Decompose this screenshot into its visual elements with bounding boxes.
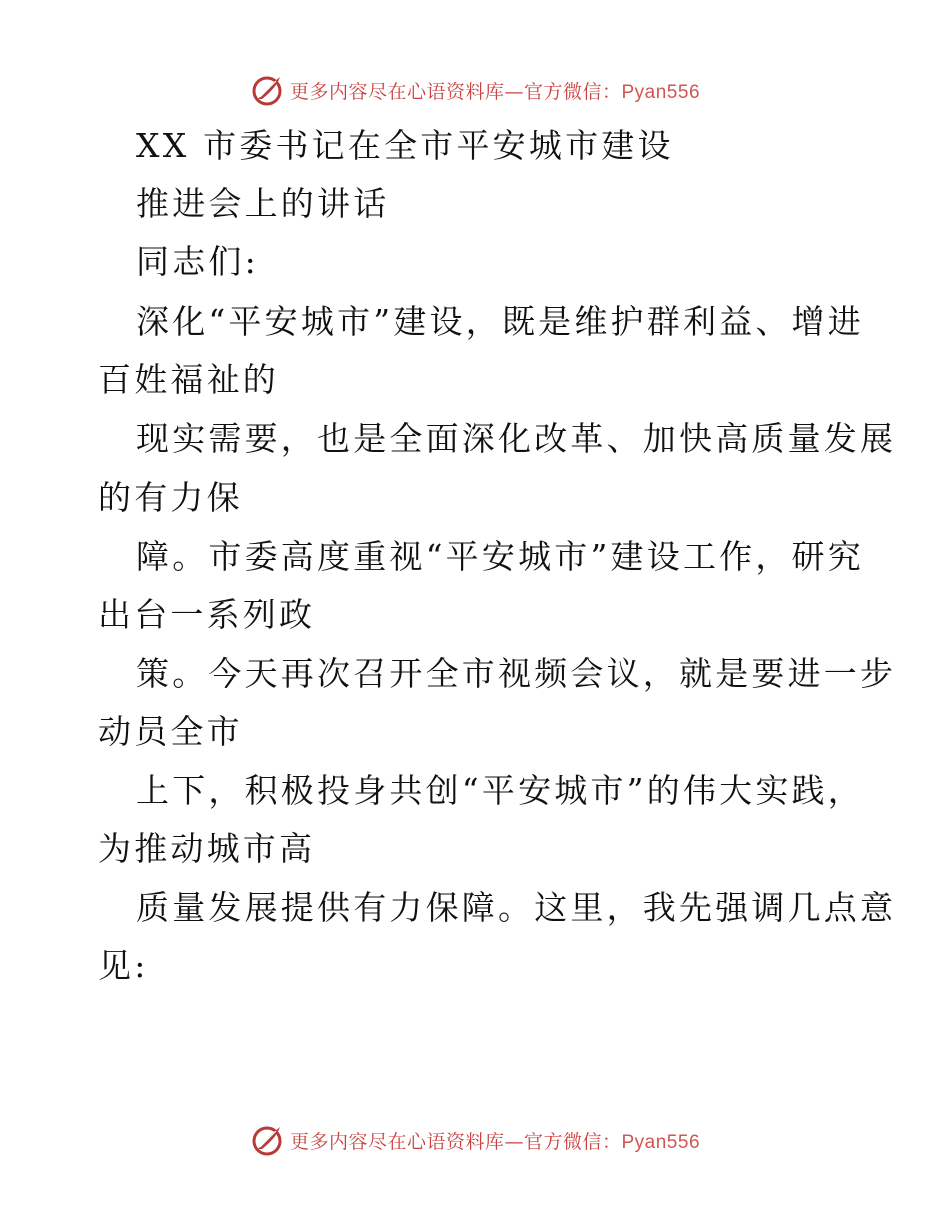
- paragraph-line: 障。市委高度重视“平安城市”建设工作，研究: [136, 537, 864, 576]
- watermark-handle: Pyan556: [621, 81, 701, 103]
- footer-watermark: [0, 1122, 950, 1158]
- paragraph-line: 现实需要，也是全面深化改革、加快高质量发展: [136, 419, 897, 458]
- watermark-wechat-label: 官方微信：: [523, 80, 622, 103]
- watermark-handle: Pyan556: [621, 1131, 701, 1153]
- quill-circle-logo-icon: [250, 73, 284, 107]
- paragraph-line: 质量发展提供有力保障。这里，我先强调几点意: [136, 888, 897, 927]
- paragraph-line: 深化“平安城市”建设，既是维护群利益、增进: [136, 302, 864, 341]
- watermark-text: [290, 1127, 700, 1154]
- paragraph-line: 出台一系列政: [98, 595, 316, 634]
- watermark-dash: —: [504, 80, 524, 103]
- title-line-2: 推进会上的讲话: [136, 184, 390, 223]
- paragraph-line: 动员全市: [98, 712, 243, 751]
- header-watermark: [0, 72, 950, 108]
- watermark-dash: —: [504, 1130, 524, 1153]
- paragraph-line: 为推动城市高: [98, 829, 316, 868]
- salutation: 同志们:: [136, 242, 259, 281]
- title-line-1: XX 市委书记在全市平安城市建设: [136, 126, 674, 165]
- paragraph-line: 的有力保: [98, 478, 243, 517]
- quill-circle-logo-icon: [250, 1123, 284, 1157]
- watermark-text: [290, 77, 700, 104]
- paragraph-line: 策。今天再次召开全市视频会议，就是要进一步: [136, 654, 897, 693]
- watermark-main: 更多内容尽在心语资料库: [289, 1130, 505, 1153]
- watermark-wechat-label: 官方微信：: [523, 1130, 622, 1153]
- paragraph-line: 上下，积极投身共创“平安城市”的伟大实践，: [136, 771, 864, 810]
- watermark-main: 更多内容尽在心语资料库: [289, 80, 505, 103]
- paragraph-line: 百姓福祉的: [98, 360, 279, 399]
- paragraph-line: 见:: [98, 946, 149, 985]
